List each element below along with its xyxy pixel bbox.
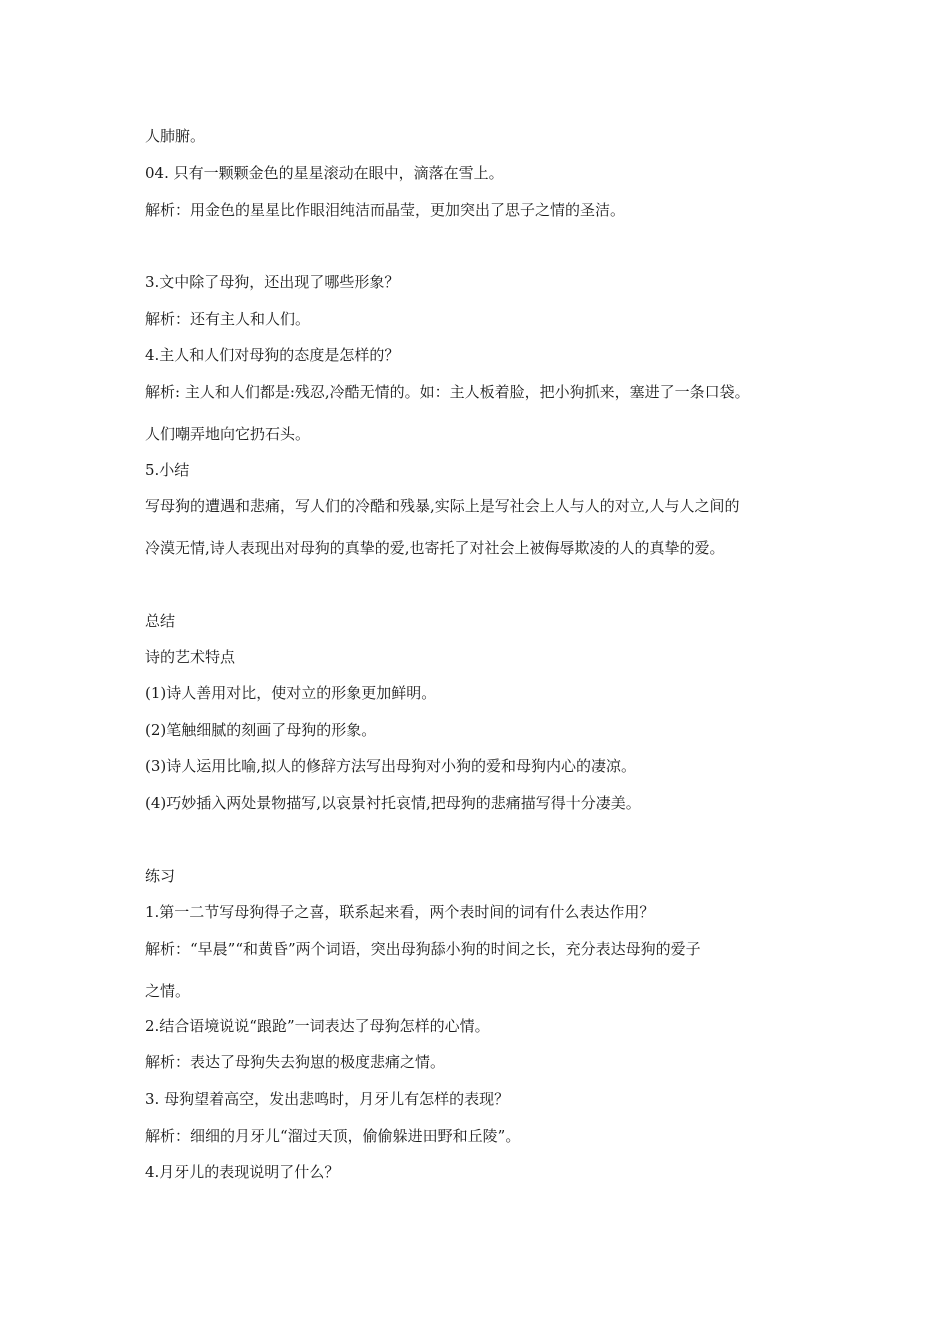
question-line: 4.主人和人们对母狗的态度是怎样的？ bbox=[145, 346, 400, 364]
subsection-heading: 诗的艺术特点 bbox=[145, 648, 236, 666]
text-line: 人肺腑。 bbox=[145, 127, 206, 145]
section-heading: 总结 bbox=[145, 612, 176, 630]
question-line: 3.文中除了母狗，还出现了哪些形象？ bbox=[145, 273, 400, 291]
list-item: (3)诗人运用比喻,拟人的修辞方法写出母狗对小狗的爱和母狗内心的凄凉。 bbox=[145, 757, 637, 775]
answer-line: 解析: 主人和人们都是:残忍,冷酷无情的。如：主人板着脸，把小狗抓来，塞进了一条口袋。 bbox=[145, 383, 750, 401]
section-heading: 练习 bbox=[145, 867, 176, 885]
answer-line: 解析：还有主人和人们。 bbox=[145, 310, 311, 328]
answer-line: 解析：细细的月牙儿“溜过天顶，偷偷躲进田野和丘陵”。 bbox=[145, 1127, 521, 1145]
list-item: (4)巧妙插入两处景物描写,以哀景衬托哀情,把母狗的悲痛描写得十分凄美。 bbox=[145, 794, 641, 812]
text-line: 写母狗的遭遇和悲痛，写人们的冷酷和残暴,实际上是写社会上人与人的对立,人与人之间的 bbox=[145, 497, 740, 515]
section-heading: 5.小结 bbox=[145, 461, 190, 479]
list-item: (1)诗人善用对比，使对立的形象更加鲜明。 bbox=[145, 684, 437, 702]
answer-line: 解析：表达了母狗失去狗崽的极度悲痛之情。 bbox=[145, 1053, 446, 1071]
text-line: 解析：用金色的星星比作眼泪纯洁而晶莹，更加突出了思子之情的圣洁。 bbox=[145, 201, 626, 219]
question-line: 4.月牙儿的表现说明了什么？ bbox=[145, 1163, 340, 1181]
question-line: 2.结合语境说说“踉跄”一词表达了母狗怎样的心情。 bbox=[145, 1017, 490, 1035]
answer-line: 解析：“早晨”“和黄昏”两个词语，突出母狗舔小狗的时间之长，充分表达母狗的爱子 bbox=[145, 940, 701, 958]
text-line: 之情。 bbox=[145, 982, 191, 1000]
text-line: 04. 只有一颗颗金色的星星滚动在眼中，滴落在雪上。 bbox=[145, 164, 504, 182]
text-line: 人们嘲弄地向它扔石头。 bbox=[145, 425, 311, 443]
question-line: 3. 母狗望着高空，发出悲鸣时，月牙儿有怎样的表现？ bbox=[145, 1090, 510, 1108]
question-line: 1.第一二节写母狗得子之喜，联系起来看，两个表时间的词有什么表达作用？ bbox=[145, 903, 655, 921]
text-line: 冷漠无情,诗人表现出对母狗的真挚的爱,也寄托了对社会上被侮辱欺凌的人的真挚的爱。 bbox=[145, 539, 725, 557]
list-item: (2)笔触细腻的刻画了母狗的形象。 bbox=[145, 721, 377, 739]
